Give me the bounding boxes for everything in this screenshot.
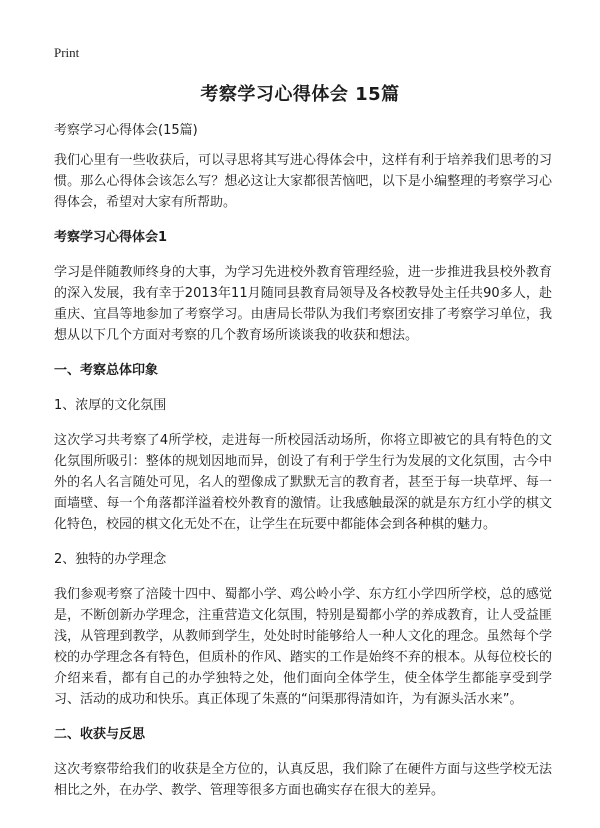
paragraph-4: 这次考察带给我们的收获是全方位的，认真反思，我们除了在硬件方面与这些学校无法相比之外，在办学、教学、管理等很多方面也确实存在很大的差异。 xyxy=(54,762,552,798)
subheading-philosophy: 2、独特的办学理念 xyxy=(54,552,167,567)
document-subtitle: 考察学习心得体会(15篇) xyxy=(54,123,198,138)
paragraph-2: 这次学习共考察了4所学校，走进每一所校园活动场所，你将立即被它的具有特色的文化氛围所吸引：整体的规划因地而异，创设了有利于学生行为发展的文化氛围，古今中外的名人名言随处可见，名人的塑像成了默默无言的教育者，甚至于每一块草坪、每一面墙壁、每一个角落都洋溢着校外教育的激情。让我感触最深的就是东方红小学的棋文化特色，校园的棋文化无处不在，让学生在玩要中都能体会到各种棋的魅力。 xyxy=(54,433,552,532)
page-title: 考察学习心得体会 15篇 xyxy=(200,84,400,105)
subheading-culture: 1、浓厚的文化氛围 xyxy=(54,398,167,413)
heading-reflection: 二、收获与反思 xyxy=(54,727,146,742)
document-body xyxy=(54,120,552,801)
section-heading: 考察学习心得体会1 xyxy=(54,230,168,245)
print-link[interactable]: Print xyxy=(54,45,80,60)
intro-paragraph: 我们心里有一些收获后，可以寻思将其写进心得体会中，这样有利于培养我们思考的习惯。那么心得体会该怎么写？想必这让大家都很苦恼吧，以下是小编整理的考察学习心得体会，希望对大家有所帮助。 xyxy=(54,153,552,210)
paragraph-1: 学习是伴随教师终身的大事，为学习先进校外教育管理经验，进一步推进我县校外教育的深入发展，我有幸于2013年11月随同县教育局领导及各校教导处主任共90多人，赴重庆、宜昌等地参加了考察学习。由唐局长带队为我们考察团安排了考察学习单位，我想从以下几个方面对考察的几个教育场所谈谈我的收获和想法。 xyxy=(54,265,552,343)
heading-overview: 一、考察总体印象 xyxy=(54,363,159,378)
paragraph-3: 我们参观考察了涪陵十四中、蜀都小学、鸡公岭小学、东方红小学四所学校，总的感觉是，不断创新办学理念，注重营造文化氛围，特别是蜀都小学的养成教育，让人受益匪浅，从管理到教学，从教师到学生，处处时时能够给人一种人文化的理念。虽然每个学校的办学理念各有特色，但质朴的作风、踏实的工作是始终不弃的根本。从每位校长的介绍来看，都有自己的办学独特之处，他们面向全体学生，使全体学生都能享受到学习、活动的成功和快乐。真正体现了朱熹的“问渠那得清如许，为有源头活水来”。 xyxy=(54,587,552,707)
